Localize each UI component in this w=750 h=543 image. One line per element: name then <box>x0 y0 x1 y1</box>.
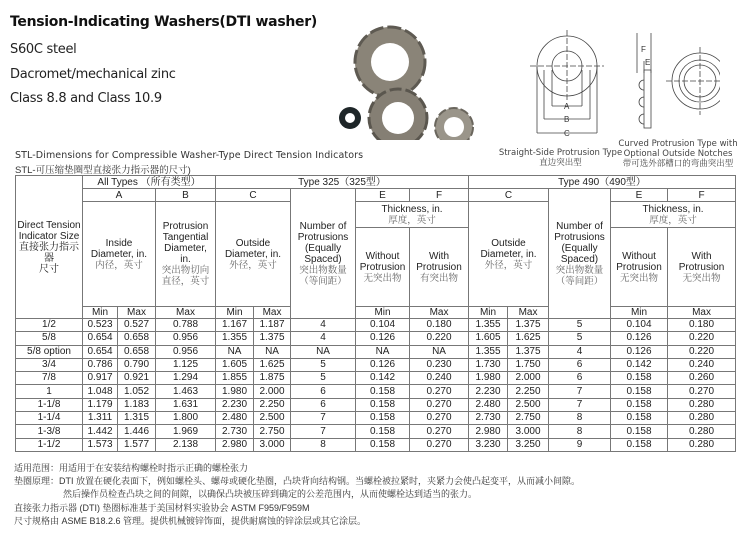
table-cell: 2.500 <box>254 412 291 425</box>
table-cell: 1.294 <box>156 372 216 385</box>
table-cell: 2.750 <box>254 425 291 438</box>
table-cell: 0.240 <box>668 358 736 371</box>
header-f-325: F <box>410 189 469 202</box>
header-a: A <box>83 189 156 202</box>
table-cell: 0.104 <box>611 319 668 332</box>
table-cell: 1.625 <box>508 332 549 345</box>
header-b: B <box>156 189 216 202</box>
table-cell: 0.158 <box>611 385 668 398</box>
washer-photo <box>330 20 480 140</box>
table-cell: 2.250 <box>254 398 291 411</box>
table-cell: 6 <box>291 398 356 411</box>
table-cell: 5 <box>291 372 356 385</box>
table-cell: 0.270 <box>410 398 469 411</box>
table-cell: 8 <box>291 438 356 451</box>
table-cell: 0.270 <box>410 438 469 451</box>
table-cell: 0.280 <box>668 438 736 451</box>
table-cell: 1.980 <box>469 372 508 385</box>
table-cell: 8 <box>549 425 611 438</box>
table-cell: 4 <box>291 332 356 345</box>
table-cell: 3/4 <box>16 358 83 371</box>
caption-curved-zh: 带可选外部槽口的弯曲突出型 <box>622 159 734 169</box>
note-principle: 垫圈原理：DTI 放置在硬化表面下，例如螺栓头、螺母或硬化垫圈，凸块背向结构钢。当螺栓被拉紧时，夹紧力会使凸起变平，从而减小间隙。 <box>14 476 581 487</box>
max-label: Max <box>668 307 736 319</box>
table-cell: 7/8 <box>16 372 83 385</box>
table-cell: 1.625 <box>254 358 291 371</box>
caption-straight-en: Straight-Side Protrusion Type <box>498 148 623 158</box>
spec-finish: Dacromet/mechanical zinc <box>10 67 176 82</box>
table-cell: 0.658 <box>118 332 156 345</box>
table-cell: 2.230 <box>216 398 254 411</box>
table-cell: 1-1/4 <box>16 412 83 425</box>
table-cell: 7 <box>291 412 356 425</box>
header-outside-diameter-325: Outside Diameter, in. 外径，英寸 <box>216 202 291 307</box>
header-e-490: E <box>611 189 668 202</box>
table-cell: 7 <box>549 385 611 398</box>
table-cell: 4 <box>291 319 356 332</box>
table-row <box>16 319 736 332</box>
table-cell: 0.790 <box>118 358 156 371</box>
table-cell: 0.230 <box>410 358 469 371</box>
table-cell: 0.956 <box>156 345 216 358</box>
table-cell: NA <box>216 345 254 358</box>
table-cell: 2.000 <box>508 372 549 385</box>
table-cell: 0.658 <box>118 345 156 358</box>
table-cell: 2.000 <box>254 385 291 398</box>
table-cell: 5 <box>549 319 611 332</box>
table-cell: 1.375 <box>508 345 549 358</box>
table-cell: 0.142 <box>356 372 410 385</box>
table-row <box>16 372 736 385</box>
dimensions-table <box>15 175 736 452</box>
table-cell: 0.158 <box>611 372 668 385</box>
table-cell: 0.126 <box>356 358 410 371</box>
table-cell: 0.280 <box>668 398 736 411</box>
table-cell: 0.260 <box>668 372 736 385</box>
table-cell: 0.126 <box>611 332 668 345</box>
table-cell: 1.875 <box>254 372 291 385</box>
table-cell: NA <box>254 345 291 358</box>
max-label: Max <box>508 307 549 319</box>
table-cell: 1.605 <box>469 332 508 345</box>
table-cell: 1-1/8 <box>16 398 83 411</box>
table-cell: 2.730 <box>216 425 254 438</box>
table-cell: NA <box>291 345 356 358</box>
spec-material: S60C steel <box>10 42 77 57</box>
header-inside-diameter: Inside Diameter, in. 内径，英寸 <box>83 202 156 307</box>
table-cell: 6 <box>549 358 611 371</box>
header-thickness-325: Thickness, in. 厚度，英寸 <box>356 202 469 228</box>
table-cell: 1.969 <box>156 425 216 438</box>
table-cell: 1.631 <box>156 398 216 411</box>
table-cell: 1-1/2 <box>16 438 83 451</box>
table-cell: 0.142 <box>611 358 668 371</box>
table-cell: 5 <box>291 358 356 371</box>
table-cell: 1.311 <box>83 412 118 425</box>
min-label: Min <box>469 307 508 319</box>
table-row <box>16 385 736 398</box>
table-cell: 0.956 <box>156 332 216 345</box>
table-cell: 1.375 <box>508 319 549 332</box>
table-cell: 0.158 <box>356 412 410 425</box>
table-cell: 1.187 <box>254 319 291 332</box>
header-num-325: Number of Protrusions (Equally Spaced) 突出物数量 （等间距） <box>291 189 356 319</box>
table-row <box>16 398 736 411</box>
table-cell: 2.750 <box>508 412 549 425</box>
table-cell: 1/2 <box>16 319 83 332</box>
table-cell: 3.000 <box>508 425 549 438</box>
table-cell: 5/8 <box>16 332 83 345</box>
header-all-types: All Types （所有类型） <box>83 176 216 189</box>
min-label: Min <box>356 307 410 319</box>
table-cell: 1.167 <box>216 319 254 332</box>
header-type-325: Type 325（325型） <box>216 176 469 189</box>
max-label: Max <box>118 307 156 319</box>
table-row <box>16 412 736 425</box>
table-cell: 0.158 <box>611 425 668 438</box>
table-cell: 0.180 <box>410 319 469 332</box>
header-size: Direct Tension Indicator Size 直接张力指示器 尺寸 <box>16 176 83 319</box>
table-cell: 0.270 <box>410 412 469 425</box>
table-cell: 2.250 <box>508 385 549 398</box>
table-cell: 0.654 <box>83 332 118 345</box>
table-cell: NA <box>410 345 469 358</box>
header-f-490: F <box>668 189 736 202</box>
header-num-490: Number of Protrusions (Equally Spaced) 突出物数量 （等间距） <box>549 189 611 319</box>
table-cell: 0.917 <box>83 372 118 385</box>
note-standard: 直接张力指示器 (DTI) 垫圈标准基于美国材料实验协会 ASTM F959/F959M <box>14 502 310 513</box>
table-cell: 1-3/8 <box>16 425 83 438</box>
spec-class: Class 8.8 and Class 10.9 <box>10 91 162 106</box>
table-cell: 1.573 <box>83 438 118 451</box>
header-thickness-490: Thickness, in. 厚度，英寸 <box>611 202 736 228</box>
label-c: C <box>564 129 570 138</box>
table-title-zh: STL-可压缩垫圈型直接张力指示器的尺寸) <box>15 165 191 176</box>
table-row <box>16 332 736 345</box>
table-cell: 1.125 <box>156 358 216 371</box>
header-without-325: Without Protrusion 无突出物 <box>356 228 410 307</box>
table-title-en: STL-Dimensions for Compressible Washer-Type Direct Tension Indicators <box>15 150 364 161</box>
header-e-325: E <box>356 189 410 202</box>
table-cell: 3.230 <box>469 438 508 451</box>
table-cell: 1.446 <box>118 425 156 438</box>
max-label: Max <box>410 307 469 319</box>
table-cell: 0.104 <box>356 319 410 332</box>
min-max-row <box>16 307 736 319</box>
table-cell: 5 <box>549 332 611 345</box>
table-cell: 0.523 <box>83 319 118 332</box>
label-f: F <box>641 45 646 54</box>
table-cell: 0.280 <box>668 412 736 425</box>
table-cell: 0.180 <box>668 319 736 332</box>
table-cell: 1.463 <box>156 385 216 398</box>
table-cell: 0.220 <box>668 345 736 358</box>
caption-curved-en1: Curved Protrusion Type with <box>618 139 738 149</box>
table-cell: 0.158 <box>356 398 410 411</box>
table-cell: 1.183 <box>118 398 156 411</box>
table-cell: 3.250 <box>508 438 549 451</box>
table-cell: 0.527 <box>118 319 156 332</box>
table-cell: 2.480 <box>469 398 508 411</box>
header-with-325: With Protrusion 有突出物 <box>410 228 469 307</box>
table-cell: 1.730 <box>469 358 508 371</box>
table-cell: 0.126 <box>611 345 668 358</box>
table-cell: 1.375 <box>254 332 291 345</box>
table-cell: 1 <box>16 385 83 398</box>
table-cell: 1.980 <box>216 385 254 398</box>
table-cell: 0.158 <box>611 438 668 451</box>
table-cell: 1.355 <box>216 332 254 345</box>
table-cell: 1.179 <box>83 398 118 411</box>
table-cell: 2.480 <box>216 412 254 425</box>
table-cell: 0.220 <box>410 332 469 345</box>
min-label: Min <box>83 307 118 319</box>
label-a: A <box>564 102 570 111</box>
table-cell: 1.855 <box>216 372 254 385</box>
table-cell: 1.605 <box>216 358 254 371</box>
table-cell: 9 <box>549 438 611 451</box>
table-cell: 0.788 <box>156 319 216 332</box>
table-row <box>16 425 736 438</box>
table-cell: 3.000 <box>254 438 291 451</box>
label-e: E <box>645 58 651 67</box>
table-cell: 5/8 option <box>16 345 83 358</box>
table-cell: 0.158 <box>611 398 668 411</box>
table-cell: 0.240 <box>410 372 469 385</box>
table-row <box>16 438 736 451</box>
caption-curved-en2: Optional Outside Notches <box>623 149 733 159</box>
table-cell: 0.270 <box>668 385 736 398</box>
header-without-490: Without Protrusion 无突出物 <box>611 228 668 307</box>
header-c-490: C <box>469 189 549 202</box>
table-cell: 0.921 <box>118 372 156 385</box>
table-cell: 2.230 <box>469 385 508 398</box>
label-b: B <box>564 115 570 124</box>
table-cell: 0.158 <box>356 385 410 398</box>
table-cell: 1.750 <box>508 358 549 371</box>
header-with-490: With Protrusion 无突出物 <box>668 228 736 307</box>
table-cell: 1.577 <box>118 438 156 451</box>
table-cell: 6 <box>291 385 356 398</box>
table-cell: 4 <box>549 345 611 358</box>
table-cell: 2.980 <box>216 438 254 451</box>
caption-curved <box>618 139 738 169</box>
caption-straight-zh: 直边突出型 <box>539 158 582 168</box>
max-label: Max <box>156 307 216 319</box>
table-row <box>16 358 736 371</box>
table-cell: 1.355 <box>469 345 508 358</box>
table-cell: 0.158 <box>356 425 410 438</box>
table-cell: 0.654 <box>83 345 118 358</box>
table-cell: 1.052 <box>118 385 156 398</box>
table-cell: 1.442 <box>83 425 118 438</box>
header-c-325: C <box>216 189 291 202</box>
max-label: Max <box>254 307 291 319</box>
table-cell: 2.138 <box>156 438 216 451</box>
table-cell: 1.355 <box>469 319 508 332</box>
header-outside-diameter-490: Outside Diameter, in. 外径，英寸 <box>469 202 549 307</box>
table-cell: 2.980 <box>469 425 508 438</box>
table-cell: 0.270 <box>410 425 469 438</box>
table-cell: 0.280 <box>668 425 736 438</box>
page-title: Tension-Indicating Washers(DTI washer) <box>10 14 317 30</box>
header-type-490: Type 490（490型） <box>469 176 736 189</box>
table-cell: 0.158 <box>356 438 410 451</box>
table-cell: 8 <box>549 412 611 425</box>
table-cell: 7 <box>291 425 356 438</box>
table-cell: NA <box>356 345 410 358</box>
table-cell: 0.126 <box>356 332 410 345</box>
note-spec: 尺寸规格由 ASME B18.2.6 管理。提供机械镀锌饰面，提供耐腐蚀的锌涂层或其它涂层。 <box>14 515 367 526</box>
min-label: Min <box>216 307 254 319</box>
table-cell: 0.220 <box>668 332 736 345</box>
table-row <box>16 345 736 358</box>
table-cell: 1.315 <box>118 412 156 425</box>
table-cell: 0.270 <box>410 385 469 398</box>
table-cell: 0.786 <box>83 358 118 371</box>
table-cell: 2.730 <box>469 412 508 425</box>
dimension-diagram <box>520 25 720 140</box>
table-cell: 2.500 <box>508 398 549 411</box>
table-cell: 6 <box>549 372 611 385</box>
caption-straight <box>498 148 623 168</box>
table-cell: 0.158 <box>611 412 668 425</box>
note-principle-cont: 然后操作员检查凸块之间的间隙，以确保凸块被压碎到确定的公差范围内，从而使螺栓达到适当的张力。 <box>63 489 478 500</box>
notes <box>14 462 580 528</box>
table-cell: 7 <box>549 398 611 411</box>
header-tangential-diameter: Protrusion Tangential Diameter, in. 突出物切向 直径，英寸 <box>156 202 216 307</box>
min-label: Min <box>611 307 668 319</box>
table-cell: 1.800 <box>156 412 216 425</box>
note-scope: 适用范围：用适用于在安装结构螺栓时指示正确的螺栓张力 <box>14 463 249 473</box>
table-cell: 1.048 <box>83 385 118 398</box>
